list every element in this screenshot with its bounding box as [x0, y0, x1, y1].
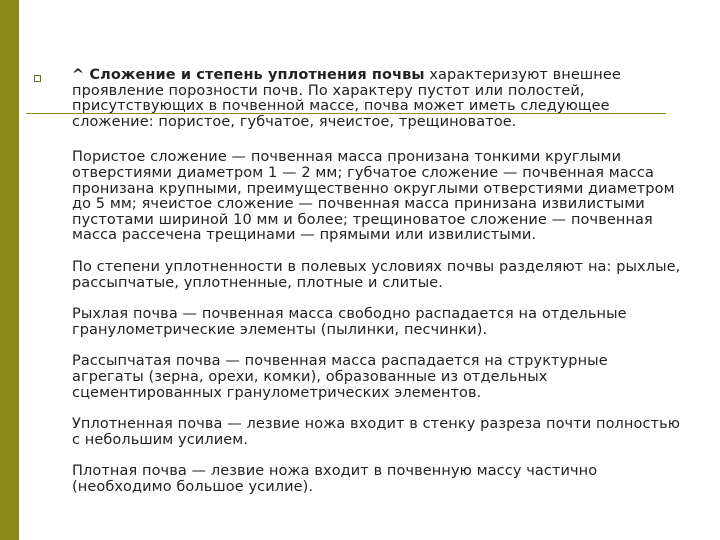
paragraph-compacted-soil: Уплотненная почва — лезвие ножа входит в стенку разреза почти полностью с небольшим усилием.	[72, 416, 681, 448]
paragraph-density-classes: По степени уплотненности в полевых условиях почвы разделяют на: рыхлые, рассыпчатые, уплотненные, плотные и слитые.	[72, 258, 681, 291]
paragraph-structure-types: Пористое сложение — почвенная масса пронизана тонкими круглыми отверстиями диаметром 1 — 2 мм; губчатое сложение — почвенная масса пронизана крупными, преимущественно округлыми отверстиями диаметром до 5 мм; ячеистое сложение — почвенная масса принизана извилистыми пустотами шириной 10 мм и более; трещиноватое сложение — почвенная масса рассечена трещинами — прямыми или извилистыми.	[72, 149, 675, 244]
lead-text: характеризуют внешнее проявление порозности почв. По характеру пустот или полостей, присутствующих в почвенной массе, почва может иметь следующее сложение: пористое, губчатое, ячеистое, трещиноватое.	[72, 67, 621, 130]
paragraph-dense-soil: Плотная почва — лезвие ножа входит в почвенную массу частично (необходимо большое усилие).	[72, 463, 598, 495]
slide-body	[72, 68, 682, 511]
hollow-square-bullet-icon	[34, 75, 41, 82]
lead-bold-text: ^ Сложение и степень уплотнения почвы	[72, 67, 425, 83]
paragraph-loose-soil: Рыхлая почва — почвенная масса свободно распадается на отдельные гранулометрические элементы (пылинки, песчинки).	[72, 306, 627, 338]
paragraph-crumbly-soil: Рассыпчатая почва — почвенная масса распадается на структурные агрегаты (зерна, орехи, комки), образованные из отдельных сцементированных гранулометрических элементов.	[72, 353, 608, 401]
lead-paragraph	[72, 68, 682, 130]
left-accent-bar	[0, 0, 19, 540]
